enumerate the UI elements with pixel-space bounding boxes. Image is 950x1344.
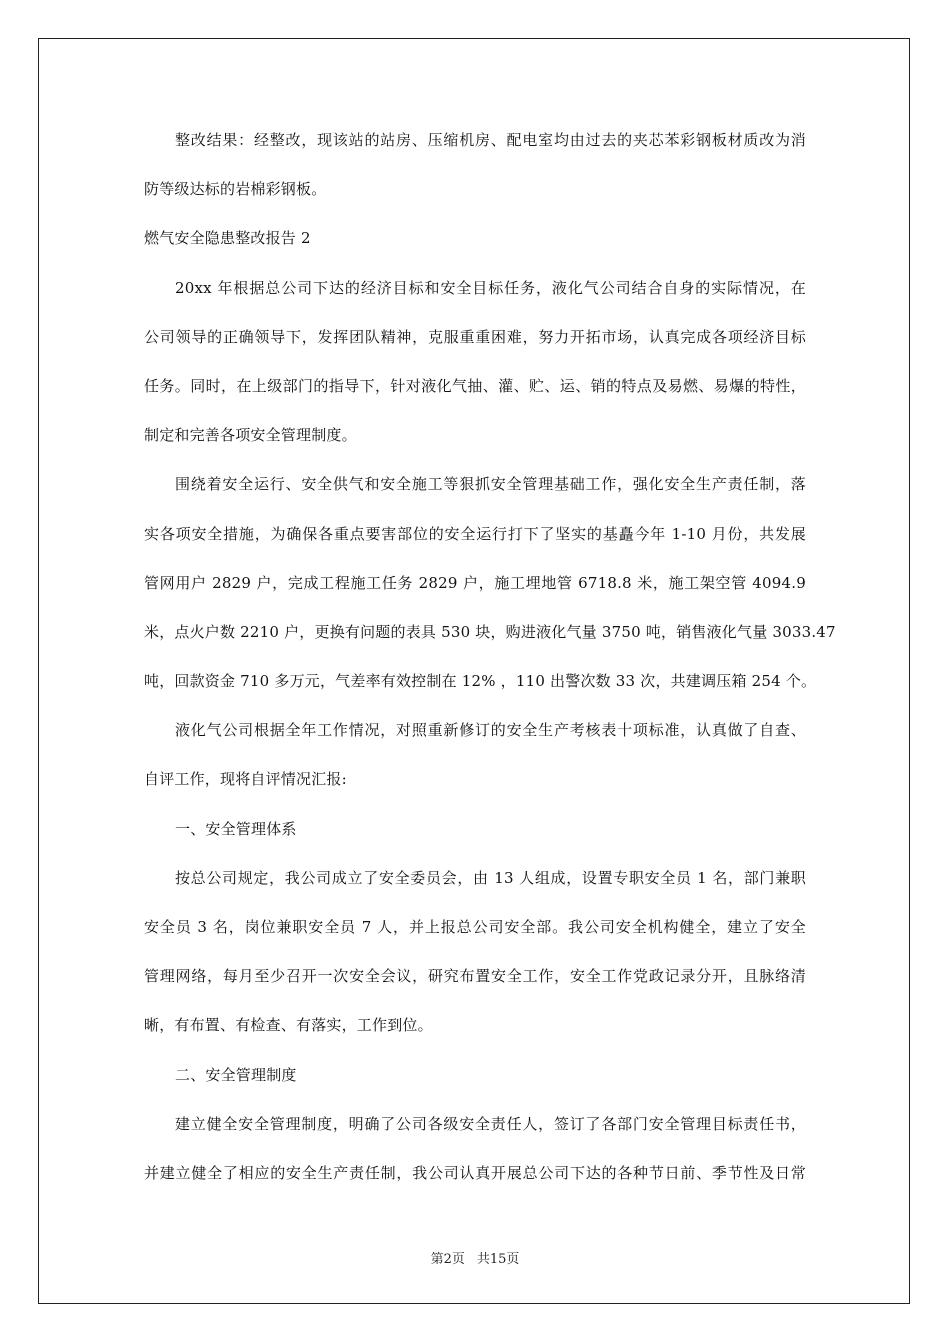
paragraph-line: 防等级达标的岩棉彩钢板。: [144, 180, 327, 199]
page-total: 共15页: [476, 1252, 520, 1267]
paragraph-line: 液化气公司根据全年工作情况，对照重新修订的安全生产考核表十项标准，认真做了自查、: [175, 721, 806, 740]
paragraph-line: 制定和完善各项安全管理制度。: [144, 426, 357, 445]
section-heading: 一、安全管理体系: [175, 819, 297, 838]
paragraph-line: 按总公司规定，我公司成立了安全委员会，由 13 人组成，设置专职安全员 1 名，部门兼职: [175, 868, 806, 887]
paragraph-line: 公司领导的正确领导下，发挥团队精神，克服重重困难，努力开拓市场，认真完成各项经济目标: [144, 327, 806, 346]
paragraph-line: 并建立健全了相应的安全生产责任制，我公司认真开展总公司下达的各种节日前、季节性及日常: [144, 1163, 806, 1182]
paragraph-line: 吨，回款资金 710 多万元，气差率有效控制在 12% ，110 出警次数 33 次，共建调压箱 254 个。: [144, 672, 817, 691]
paragraph-line: 20xx 年根据总公司下达的经济目标和安全目标任务，液化气公司结合自身的实际情况，在: [175, 278, 806, 297]
paragraph-line: 晰，有布置、有检查、有落实，工作到位。: [144, 1016, 433, 1035]
paragraph-line: 安全员 3 名，岗位兼职安全员 7 人，并上报总公司安全部。我公司安全机构健全，建立了安全: [144, 918, 806, 936]
paragraph-line: 建立健全安全管理制度，明确了公司各级安全责任人，签订了各部门安全管理目标责任书，: [175, 1114, 806, 1133]
paragraph-line: 自评工作，现将自评情况汇报:: [144, 770, 347, 789]
paragraph-line: 围绕着安全运行、安全供气和安全施工等狠抓安全管理基础工作，强化安全生产责任制，落: [175, 475, 806, 494]
paragraph-line: 管网用户 2829 户，完成工程施工任务 2829 户，施工埋地管 6718.8 米，施工架空管 4094.9: [144, 573, 806, 592]
paragraph-line: 整改结果：经整改，现该站的站房、压缩机房、配电室均由过去的夹芯苯彩钢板材质改为消: [175, 131, 806, 149]
paragraph-line: 实各项安全措施，为确保各重点要害部位的安全运行打下了坚实的基矗今年 1-10 月份，共发展: [144, 524, 806, 543]
paragraph-line: 任务。同时，在上级部门的指导下，针对液化气抽、灌、贮、运、销的特点及易燃、易爆的特性，: [144, 376, 806, 395]
document-body: [144, 116, 836, 1198]
page-footer: [0, 1248, 950, 1267]
paragraph-line: 米，点火户数 2210 户，更换有问题的表具 530 块，购进液化气量 3750 吨，销售液化气量 3033.47: [144, 622, 836, 641]
section-title: 燃气安全隐患整改报告 2: [144, 229, 311, 248]
page-number: 第2页: [430, 1252, 465, 1267]
paragraph-line: 管理网络，每月至少召开一次安全会议，研究布置安全工作，安全工作党政记录分开，且脉络清: [144, 967, 806, 986]
section-heading: 二、安全管理制度: [175, 1065, 297, 1084]
